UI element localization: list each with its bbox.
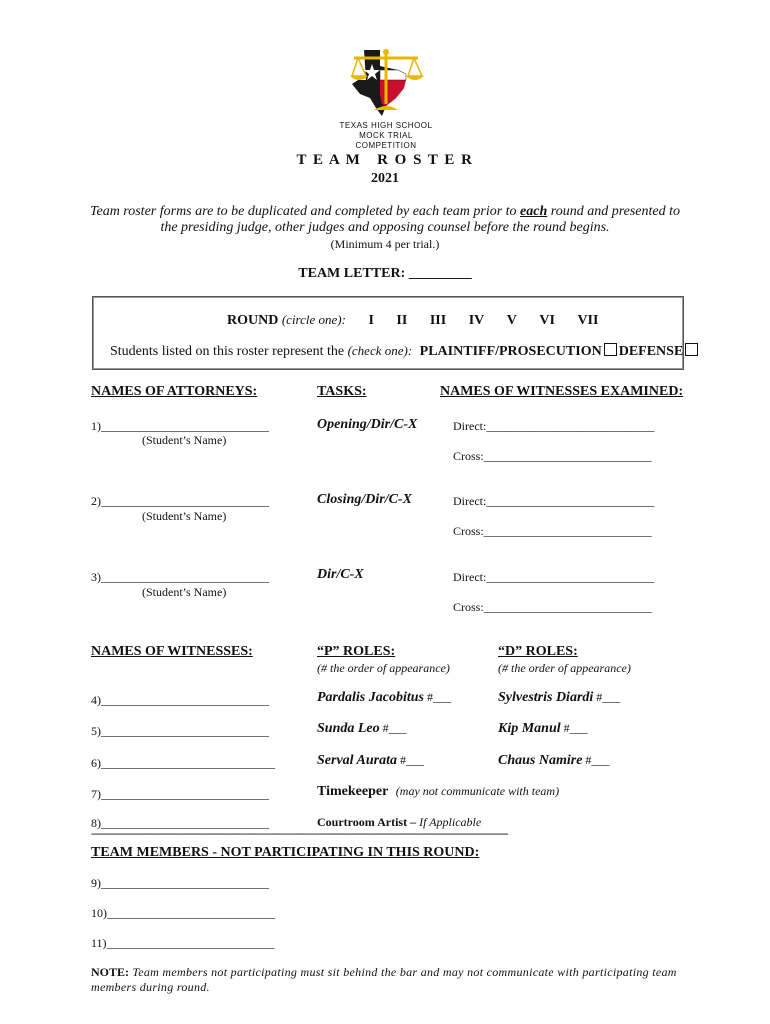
logo-line-1: TEXAS HIGH SCHOOL [339, 121, 433, 130]
logo-line-2: MOCK TRIAL COMPETITION [355, 131, 417, 150]
attorney-2-task: Closing/Dir/C-X [317, 492, 412, 507]
note-line-1: NOTE: Team members not participating must sit behind the bar and may not communicate with participating team [91, 965, 677, 979]
round-option-i[interactable]: I [368, 313, 374, 328]
witness-8-field[interactable]: 8)____________________________ [91, 816, 269, 830]
member-10-field[interactable]: 10)____________________________ [91, 906, 275, 920]
represent-line: Students listed on this roster represent the (check one): PLAINTIFF/PROSECUTION DEFENSE [110, 343, 700, 360]
p-role-3: Serval Aurata #___ [317, 753, 424, 768]
attorney-3-direct-field[interactable]: Direct:____________________________ [453, 570, 655, 584]
attorney-3-sub: (Student’s Name) [142, 585, 227, 599]
witness-5-field[interactable]: 5)____________________________ [91, 724, 269, 738]
attorney-1-direct-field[interactable]: Direct:____________________________ [453, 419, 655, 433]
tasks-header: TASKS: [317, 384, 367, 399]
round-option-vi[interactable]: VI [539, 313, 555, 328]
p-role-1: Pardalis Jacobitus #___ [317, 690, 451, 705]
attorney-2-direct-field[interactable]: Direct:____________________________ [453, 494, 655, 508]
section-divider: ------------------------------------------------------------------------------------------------------------------------------------------- [91, 826, 508, 840]
attorney-1-sub: (Student’s Name) [142, 433, 227, 447]
attorney-3-task: Dir/C-X [317, 567, 364, 582]
witness-7-field[interactable]: 7)____________________________ [91, 787, 269, 801]
d-roles-header: “D” ROLES: [498, 644, 578, 659]
p-roles-header: “P” ROLES: [317, 644, 396, 659]
intro-line-3: (Minimum 4 per trial.) [330, 237, 440, 251]
team-letter-field[interactable]: TEAM LETTER: _________ [298, 266, 472, 281]
attorney-2-field[interactable]: 2)____________________________ [91, 494, 269, 508]
round-option-ii[interactable]: II [396, 313, 408, 328]
page-year: 2021 [371, 171, 399, 186]
note-line-2: members during round. [91, 980, 210, 994]
d-role-2: Kip Manul #___ [498, 721, 588, 736]
p-roles-sub: (# the order of appearance) [317, 661, 450, 675]
defense-checkbox[interactable] [685, 343, 698, 356]
attorney-1-task: Opening/Dir/C-X [317, 417, 418, 432]
intro-line-2: the presiding judge, other judges and opposing counsel before the round begins. [160, 220, 610, 235]
team-members-header: TEAM MEMBERS - NOT PARTICIPATING IN THIS ROUND: [91, 845, 480, 860]
witnesses-header: NAMES OF WITNESSES: [91, 644, 253, 659]
courtroom-artist-role: Courtroom Artist – If Applicable [317, 815, 482, 829]
witnesses-examined-header: NAMES OF WITNESSES EXAMINED: [440, 384, 684, 399]
attorney-2-cross-field[interactable]: Cross:____________________________ [453, 524, 652, 538]
p-role-2: Sunda Leo #___ [317, 721, 407, 736]
d-role-1: Sylvestris Diardi #___ [498, 690, 621, 705]
intro-line-1: Team roster forms are to be duplicated and completed by each team prior to each round and presented to [89, 204, 680, 219]
round-option-vii[interactable]: VII [577, 313, 599, 328]
member-11-field[interactable]: 11)____________________________ [91, 936, 275, 950]
attorney-3-field[interactable]: 3)____________________________ [91, 570, 269, 584]
d-roles-sub: (# the order of appearance) [498, 661, 631, 675]
d-role-3: Chaus Namire #___ [498, 753, 610, 768]
page-title: T E A M R O S T E R [296, 152, 474, 168]
timekeeper-role: Timekeeper (may not communicate with team) [317, 784, 560, 799]
mock-trial-logo-icon [336, 44, 436, 116]
member-9-field[interactable]: 9)____________________________ [91, 876, 269, 890]
round-selector: ROUND (circle one): I II III IV V VI VII [227, 312, 599, 328]
attorney-3-cross-field[interactable]: Cross:____________________________ [453, 600, 652, 614]
logo [336, 44, 436, 150]
attorney-1-field[interactable]: 1)____________________________ [91, 419, 269, 433]
attorneys-header: NAMES OF ATTORNEYS: [91, 384, 258, 399]
witness-6-field[interactable]: 6)_____________________________ [91, 756, 275, 770]
round-option-iv[interactable]: IV [468, 313, 485, 328]
attorney-1-cross-field[interactable]: Cross:____________________________ [453, 449, 652, 463]
attorney-2-sub: (Student’s Name) [142, 509, 227, 523]
round-option-v[interactable]: V [506, 313, 517, 328]
round-option-iii[interactable]: III [429, 313, 447, 328]
plaintiff-checkbox[interactable] [604, 343, 617, 356]
witness-4-field[interactable]: 4)____________________________ [91, 693, 269, 707]
